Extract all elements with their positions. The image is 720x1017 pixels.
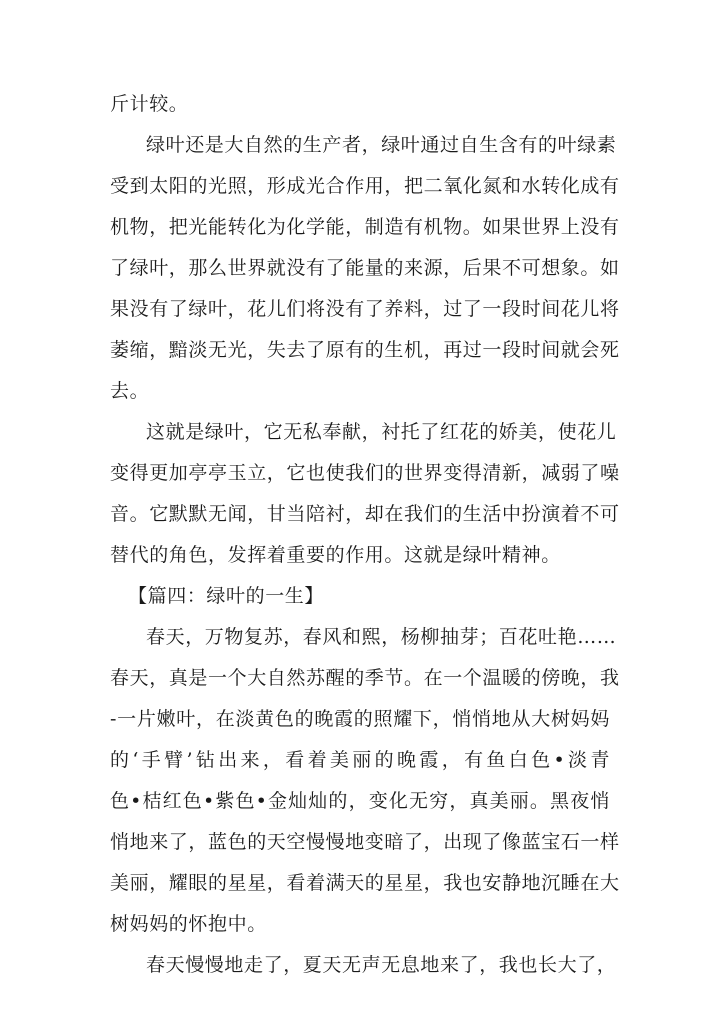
text-line: -一片嫩叶，在淡黄色的晚霞的照耀下，悄悄地从大树妈妈: [110, 708, 610, 730]
paragraph-first-line: 这就是绿叶，它无私奉献，衬托了红花的娇美，使花儿: [146, 421, 617, 443]
text-line: 斤计较。: [110, 93, 189, 115]
paragraph-first-line: 绿叶还是大自然的生产者，绿叶通过自生含有的叶绿素: [146, 134, 617, 156]
text-line: 替代的角色，发挥着重要的作用。这就是绿叶精神。: [110, 544, 561, 566]
text-line: 果没有了绿叶，花儿们将没有了养料，过了一段时间花儿将: [110, 298, 620, 320]
text-line: 美丽，耀眼的星星，看着满天的星星，我也安静地沉睡在大: [110, 872, 620, 894]
text-line: 悄地来了，蓝色的天空慢慢地变暗了，出现了像蓝宝石一样: [110, 831, 620, 853]
paragraph-first-line: 春天慢慢地走了，夏天无声无息地来了，我也长大了，: [146, 954, 617, 976]
text-line: 的‘手臂’钻出来，看着美丽的晚霞，有鱼白色•淡青: [110, 749, 610, 771]
text-line: 春天，真是一个大自然苏醒的季节。在一个温暖的傍晚，我: [110, 667, 620, 689]
text-line: 树妈妈的怀抱中。: [110, 913, 267, 935]
text-line: 了绿叶，那么世界就没有了能量的来源，后果不可想象。如: [110, 257, 620, 279]
paragraph-first-line: 春天，万物复苏，春风和熙，杨柳抽芽；百花吐艳……: [146, 626, 617, 648]
text-line: 机物，把光能转化为化学能，制造有机物。如果世界上没有: [110, 216, 620, 238]
text-line: 色•桔红色•紫色•金灿灿的，变化无穷，真美丽。黑夜悄: [110, 790, 610, 812]
text-line: 变得更加亭亭玉立，它也使我们的世界变得清新，减弱了噪: [110, 462, 620, 484]
section-heading: 【篇四：绿叶的一生】: [128, 585, 325, 607]
text-line: 受到太阳的光照，形成光合作用，把二氧化氮和水转化成有: [110, 175, 620, 197]
text-line: 音。它默默无闻，甘当陪衬，却在我们的生活中扮演着不可: [110, 503, 620, 525]
text-line: 萎缩，黯淡无光，失去了原有的生机，再过一段时间就会死: [110, 339, 620, 361]
text-line: 去。: [110, 380, 150, 402]
